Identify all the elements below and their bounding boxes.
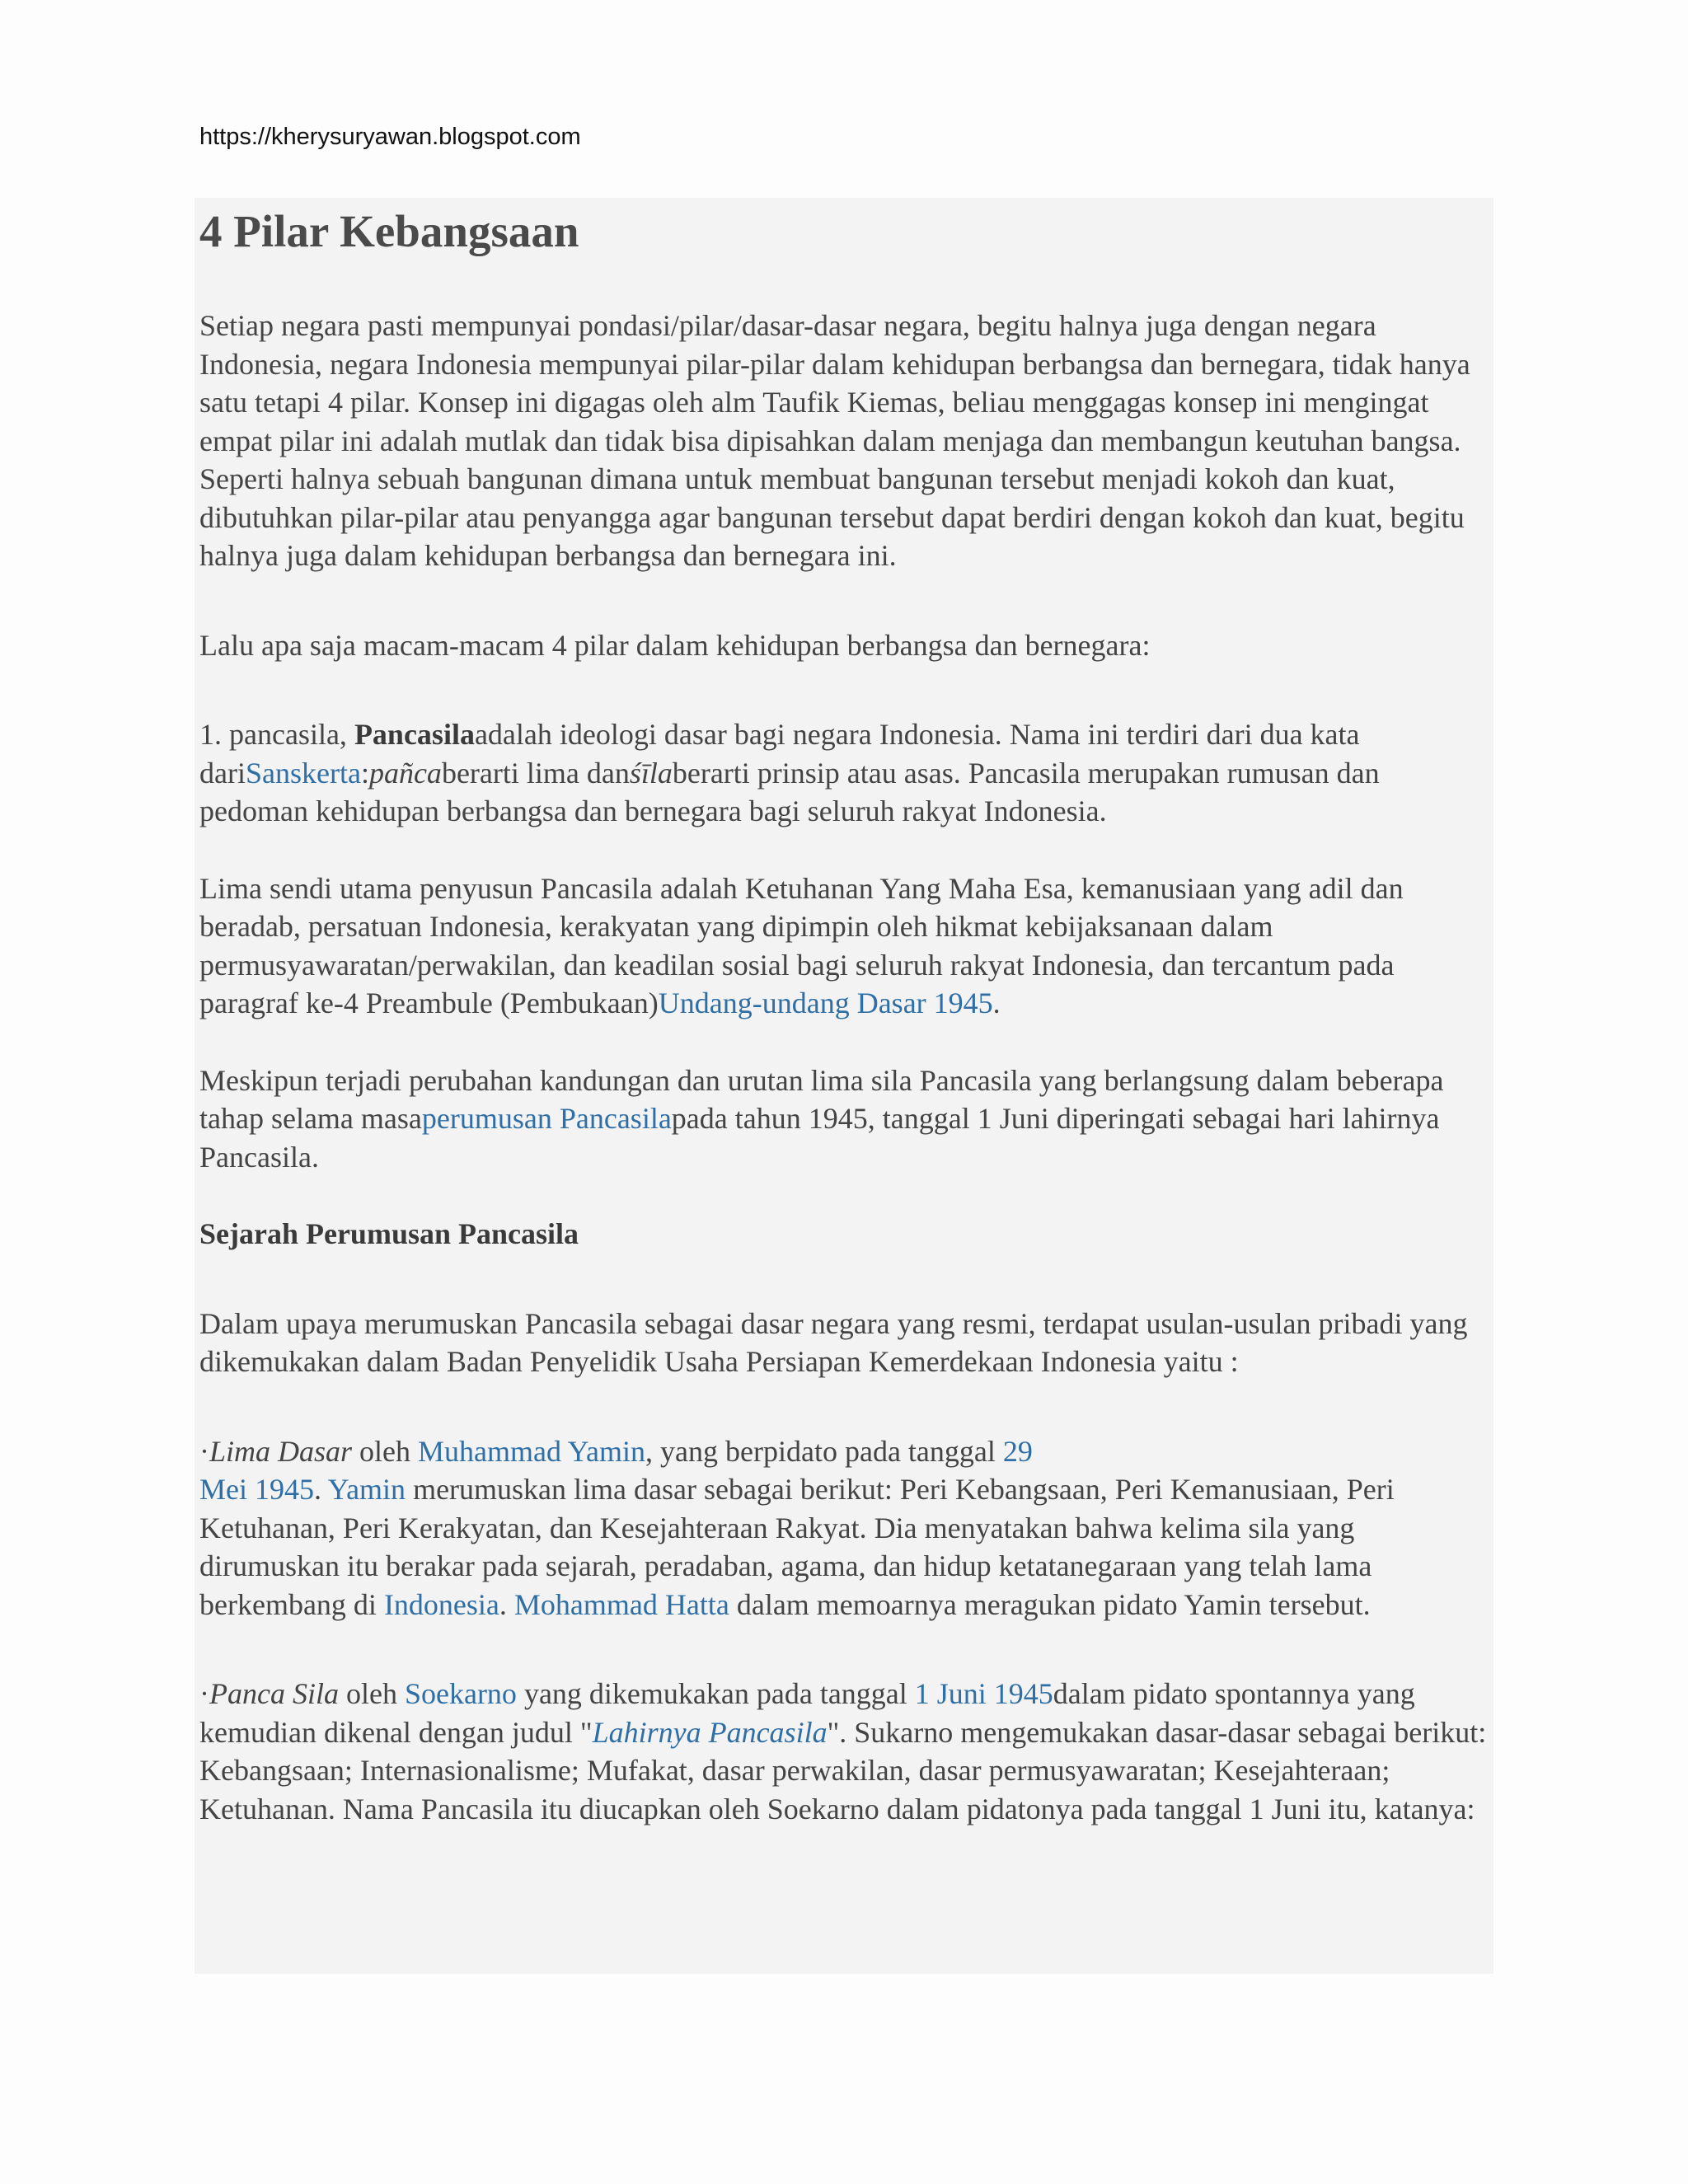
mohammad-hatta-link[interactable]: Mohammad Hatta xyxy=(513,1587,729,1621)
lima-dasar-italic: Lima Dasar xyxy=(209,1434,353,1468)
text: ". Sukarno mengemukakan dasar-dasar sebagai berikut: Kebangsaan; Internasionalisme; Mufakat, dasar perwakilan, dasar permusyawaratan; Kesejahteraan; Ketuhanan. Nama Pancasila itu diucapkan oleh Soekarno dalam pidatonya pada tanggal 1 Juni itu, katanya: xyxy=(199,1715,1487,1825)
text: yang dikemukakan pada tanggal xyxy=(516,1677,915,1710)
lima-dasar-item xyxy=(199,1432,1490,1624)
lima-sendi-paragraph xyxy=(199,869,1490,1023)
perubahan-paragraph xyxy=(199,1062,1490,1177)
date-mei-1945-link[interactable]: Mei 1945 xyxy=(199,1473,314,1506)
text: merumuskan lima dasar sebagai berikut: Peri Kebangsaan, Peri Kemanusiaan, Peri Ketuhanan, Peri Kerakyatan, dan Kesejahteraan Rakyat. Dia menyatakan bahwa kelima sila yang dirumuskan itu berakar pada sejarah, peradaban, agama, dan hidup ketatanegaraan yang telah lama berkembang di xyxy=(199,1473,1395,1621)
panca-sila-item xyxy=(199,1675,1490,1828)
usulan-paragraph: Dalam upaya merumuskan Pancasila sebagai dasar negara yang resmi, terdapat usulan-usulan pribadi yang dikemukakan dalam Badan Penyelidik Usaha Persiapan Kemerdekaan Indonesia yaitu : xyxy=(199,1306,1468,1378)
bullet: · xyxy=(199,1434,209,1468)
muhammad-yamin-link[interactable]: Muhammad Yamin xyxy=(418,1434,646,1468)
text: berarti prinsip atau asas. Pancasila merupakan rumusan dan pedoman kehidupan berbangsa dan bernegara bagi seluruh rakyat Indonesia. xyxy=(199,756,1380,827)
sila-italic: śīla xyxy=(629,756,673,790)
lahirnya-pancasila-link[interactable]: Lahirnya Pancasila xyxy=(592,1715,828,1749)
text: , yang berpidato pada tanggal xyxy=(645,1434,1003,1468)
text: pada tahun 1945, tanggal 1 Juni diperingati sebagai hari lahirnya Pancasila. xyxy=(199,1102,1440,1174)
text: . xyxy=(992,987,1001,1019)
pancasila-paragraph xyxy=(199,715,1490,831)
yamin-link[interactable]: Yamin xyxy=(327,1473,406,1506)
intro-paragraph: Setiap negara pasti mempunyai pondasi/pilar/dasar-dasar negara, begitu halnya juga dengan negara Indonesia, negara Indonesia mempunyai pilar-pilar dalam kehidupan berbangsa dan bernegara, tidak hanya satu tetapi 4 pilar. Konsep ini digagas oleh alm Taufik Kiemas, beliau menggagas konsep ini mengingat empat pilar ini adalah mutlak dan tidak bisa dipisahkan dalam menjaga dan membangun keutuhan bangsa. Seperti halnya sebuah bangunan dimana untuk membuat bangunan tersebut menjadi kokoh dan kuat, dibutuhkan pilar-pilar atau penyangga agar bangunan tersebut dapat berdiri dengan kokoh dan kuat, begitu halnya juga dalam kehidupan berbangsa dan bernegara ini. xyxy=(199,309,1470,572)
indonesia-link[interactable]: Indonesia xyxy=(383,1587,499,1621)
text: . xyxy=(314,1473,328,1506)
perumusan-pancasila-link[interactable]: perumusan Pancasila xyxy=(421,1102,672,1135)
question-paragraph: Lalu apa saja macam-macam 4 pilar dalam kehidupan berbangsa dan bernegara: xyxy=(199,628,1151,662)
text: oleh xyxy=(338,1677,405,1710)
text: Meskipun terjadi perubahan kandungan dan urutan lima sila Pancasila yang berlangsung dalam beberapa tahap selama masa xyxy=(199,1063,1444,1135)
sanskerta-link[interactable]: Sanskerta xyxy=(245,756,361,790)
article-title: 4 Pilar Kebangsaan xyxy=(199,206,579,256)
section-heading-text: Sejarah Perumusan Pancasila xyxy=(199,1217,579,1250)
text: : xyxy=(360,756,369,790)
date-29-link[interactable]: 29 xyxy=(1002,1434,1033,1468)
panca-italic: pañca xyxy=(368,756,442,790)
soekarno-link[interactable]: Soekarno xyxy=(404,1677,517,1710)
article xyxy=(199,198,1490,1828)
pancasila-bold: Pancasila xyxy=(354,718,475,751)
text: Lima sendi utama penyusun Pancasila adalah Ketuhanan Yang Maha Esa, kemanusiaan yang adil dan beradab, persatuan Indonesia, kerakyatan yang dipimpin oleh hikmat kebijaksanaan dalam permusyawaratan/perwakilan, dan keadilan sosial bagi seluruh rakyat Indonesia, dan tercantum pada paragraf ke-4 Preambule (Pembukaan) xyxy=(199,871,1404,1019)
text: adalah ideologi dasar bagi negara Indonesia. Nama ini terdiri dari dua kata dari xyxy=(199,718,1360,790)
text: oleh xyxy=(352,1434,419,1468)
text: dalam memoarnya meragukan pidato Yamin tersebut. xyxy=(729,1587,1371,1621)
text: 1. pancasila, xyxy=(199,718,354,751)
bullet: · xyxy=(199,1677,209,1710)
text: dalam pidato spontannya yang kemudian dikenal dengan judul " xyxy=(199,1677,1415,1749)
panca-sila-italic: Panca Sila xyxy=(209,1677,339,1710)
source-url: https://kherysuryawan.blogspot.com xyxy=(199,124,581,150)
uud-1945-link[interactable]: Undang-undang Dasar 1945 xyxy=(658,987,993,1019)
1-juni-1945-link[interactable]: 1 Juni 1945 xyxy=(914,1677,1053,1710)
section-heading xyxy=(199,1215,1490,1254)
text: . xyxy=(499,1587,514,1621)
text: berarti lima dan xyxy=(441,756,630,790)
